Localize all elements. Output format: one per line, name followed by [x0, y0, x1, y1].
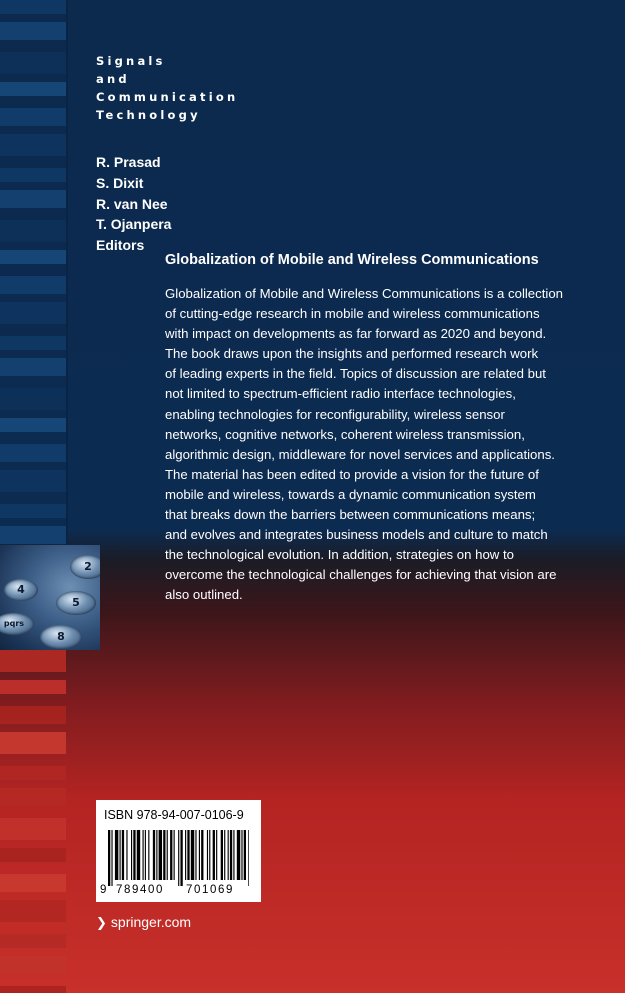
barcode-bar [241, 830, 242, 880]
stripe-bar [0, 986, 66, 993]
keypad-key-4: 4 [4, 579, 38, 601]
barcode-bar [216, 830, 217, 880]
publisher-link[interactable] [96, 914, 191, 931]
series-line: Signals [96, 54, 166, 68]
stripe-bar [0, 220, 66, 242]
series-line: and [96, 72, 130, 86]
barcode-digit-group-1: 789400 [116, 884, 164, 896]
stripe-bar [0, 504, 66, 518]
isbn-label: ISBN 978-94-007-0106-9 [104, 808, 244, 822]
stripe-bar [0, 732, 66, 754]
keypad-key-5: 5 [56, 591, 96, 615]
stripe-bar [0, 650, 66, 672]
barcode-bar [108, 830, 110, 886]
barcode-bar [156, 830, 157, 880]
stripe-bar [0, 444, 66, 462]
barcode-bar [143, 830, 144, 880]
barcode-bar [191, 830, 194, 880]
barcode-bar [115, 830, 118, 880]
stripe-bar [0, 276, 66, 294]
stripe-bar [0, 934, 66, 948]
description-line: overcome the technological challenges for achieving that vision are [165, 567, 557, 583]
barcode-bar [224, 830, 225, 880]
barcode-bar [178, 830, 179, 886]
stripe-bar [0, 22, 66, 40]
stripe-bar [0, 168, 66, 182]
stripe-bar [0, 82, 66, 96]
barcode-bar [207, 830, 208, 880]
barcode-bar [233, 830, 234, 880]
description-line: and evolves and integrates business models and culture to match [165, 527, 548, 543]
description-line: The book draws upon the insights and performed research work [165, 346, 539, 362]
barcode [108, 830, 249, 886]
description-line: the technological evolution. In addition, strategies on how to [165, 547, 514, 563]
barcode-bar [180, 830, 182, 886]
barcode-bar [126, 830, 127, 880]
barcode-bar [159, 830, 162, 880]
keypad-key-8: 8 [40, 625, 82, 649]
book-description [165, 284, 605, 606]
barcode-bar [137, 830, 140, 880]
stripe-bar [0, 336, 66, 350]
stripe-bar [0, 900, 66, 922]
barcode-bar [133, 830, 135, 880]
description-line: Globalization of Mobile and Wireless Communications is a collection [165, 286, 564, 301]
barcode-bar [187, 830, 189, 880]
stripe-bar [0, 706, 66, 724]
barcode-bar [230, 830, 232, 880]
editor-name: R. Prasad [96, 154, 161, 170]
editor-name: S. Dixit [96, 174, 144, 191]
publisher-url: springer.com [110, 914, 192, 930]
barcode-digit-group-2: 701069 [186, 884, 234, 896]
stripe-bar [0, 470, 66, 492]
barcode-bar [237, 830, 240, 880]
barcode-bar [213, 830, 215, 880]
description-line: with impact on developments as far forward as 2020 and beyond. [165, 326, 547, 342]
stripe-bar [0, 680, 66, 694]
divider-line [66, 0, 68, 545]
series-line: Communication [96, 90, 239, 104]
barcode-bar [185, 830, 186, 880]
barcode-bar [244, 830, 246, 880]
description-line: of cutting-edge research in mobile and wireless communications [165, 306, 540, 322]
editor-name: R. van Nee [96, 195, 168, 212]
barcode-bar [111, 830, 112, 886]
stripe-bar [0, 358, 66, 376]
stripe-bar [0, 302, 66, 324]
barcode-bar [209, 830, 210, 880]
barcode-bar [199, 830, 200, 880]
stripe-bar [0, 874, 66, 892]
barcode-digit-prefix: 9 [100, 884, 107, 896]
editors-role: Editors [96, 237, 145, 254]
description-line: of leading experts in the field. Topics of discussion are related but [165, 366, 546, 382]
stripe-bar [0, 108, 66, 126]
barcode-bar [174, 830, 175, 880]
barcode-bar [122, 830, 124, 880]
chevron-right-icon: ❯ [96, 916, 107, 931]
barcode-bar [145, 830, 146, 880]
phone-keypad-image [0, 545, 100, 650]
series-line: Technology [96, 108, 201, 122]
stripe-bar [0, 818, 66, 840]
stripe-bar [0, 526, 66, 544]
decorative-stripe-column [0, 0, 66, 993]
stripe-bar [0, 134, 66, 156]
description-line: The material has been edited to provide a vision for the future of [165, 466, 539, 482]
series-title [96, 52, 238, 124]
editor-name: T. Ojanpera [96, 216, 172, 233]
barcode-bar [153, 830, 155, 880]
stripe-bar [0, 250, 66, 264]
barcode-bar [131, 830, 132, 880]
description-line: mobile and wireless, towards a dynamic communication system [165, 486, 536, 502]
barcode-bar [195, 830, 196, 880]
stripe-bar [0, 388, 66, 410]
barcode-bar [228, 830, 229, 880]
book-title: Globalization of Mobile and Wireless Communications [165, 252, 539, 268]
barcode-bar [120, 830, 121, 880]
description-line: that breaks down the barriers between communications means; [165, 507, 536, 523]
description-line: not limited to spectrum-efficient radio interface technologies, [165, 386, 516, 402]
stripe-bar [0, 190, 66, 208]
keypad-key-pqrs: pqrs [0, 613, 34, 635]
isbn-barcode-box [96, 800, 261, 902]
barcode-bar [221, 830, 223, 880]
stripe-bar [0, 52, 66, 74]
barcode-bar [248, 830, 249, 886]
keypad-key-2: 2 [70, 555, 100, 579]
description-line: also outlined. [165, 587, 243, 603]
barcode-bar [148, 830, 149, 880]
stripe-bar [0, 418, 66, 432]
stripe-bar [0, 0, 66, 14]
stripe-bar [0, 956, 66, 974]
stripe-bar [0, 848, 66, 862]
editors-block [96, 152, 171, 256]
stripe-bar [0, 788, 66, 806]
barcode-bar [167, 830, 168, 880]
description-line: enabling technologies for reconfigurability, wireless sensor [165, 406, 505, 422]
description-line: algorithmic design, middleware for novel services and applications. [165, 446, 555, 462]
description-line: networks, cognitive networks, coherent wireless transmission, [165, 426, 525, 442]
barcode-bar [163, 830, 165, 880]
barcode-bar [170, 830, 172, 880]
barcode-bar [201, 830, 203, 880]
stripe-bar [0, 766, 66, 780]
